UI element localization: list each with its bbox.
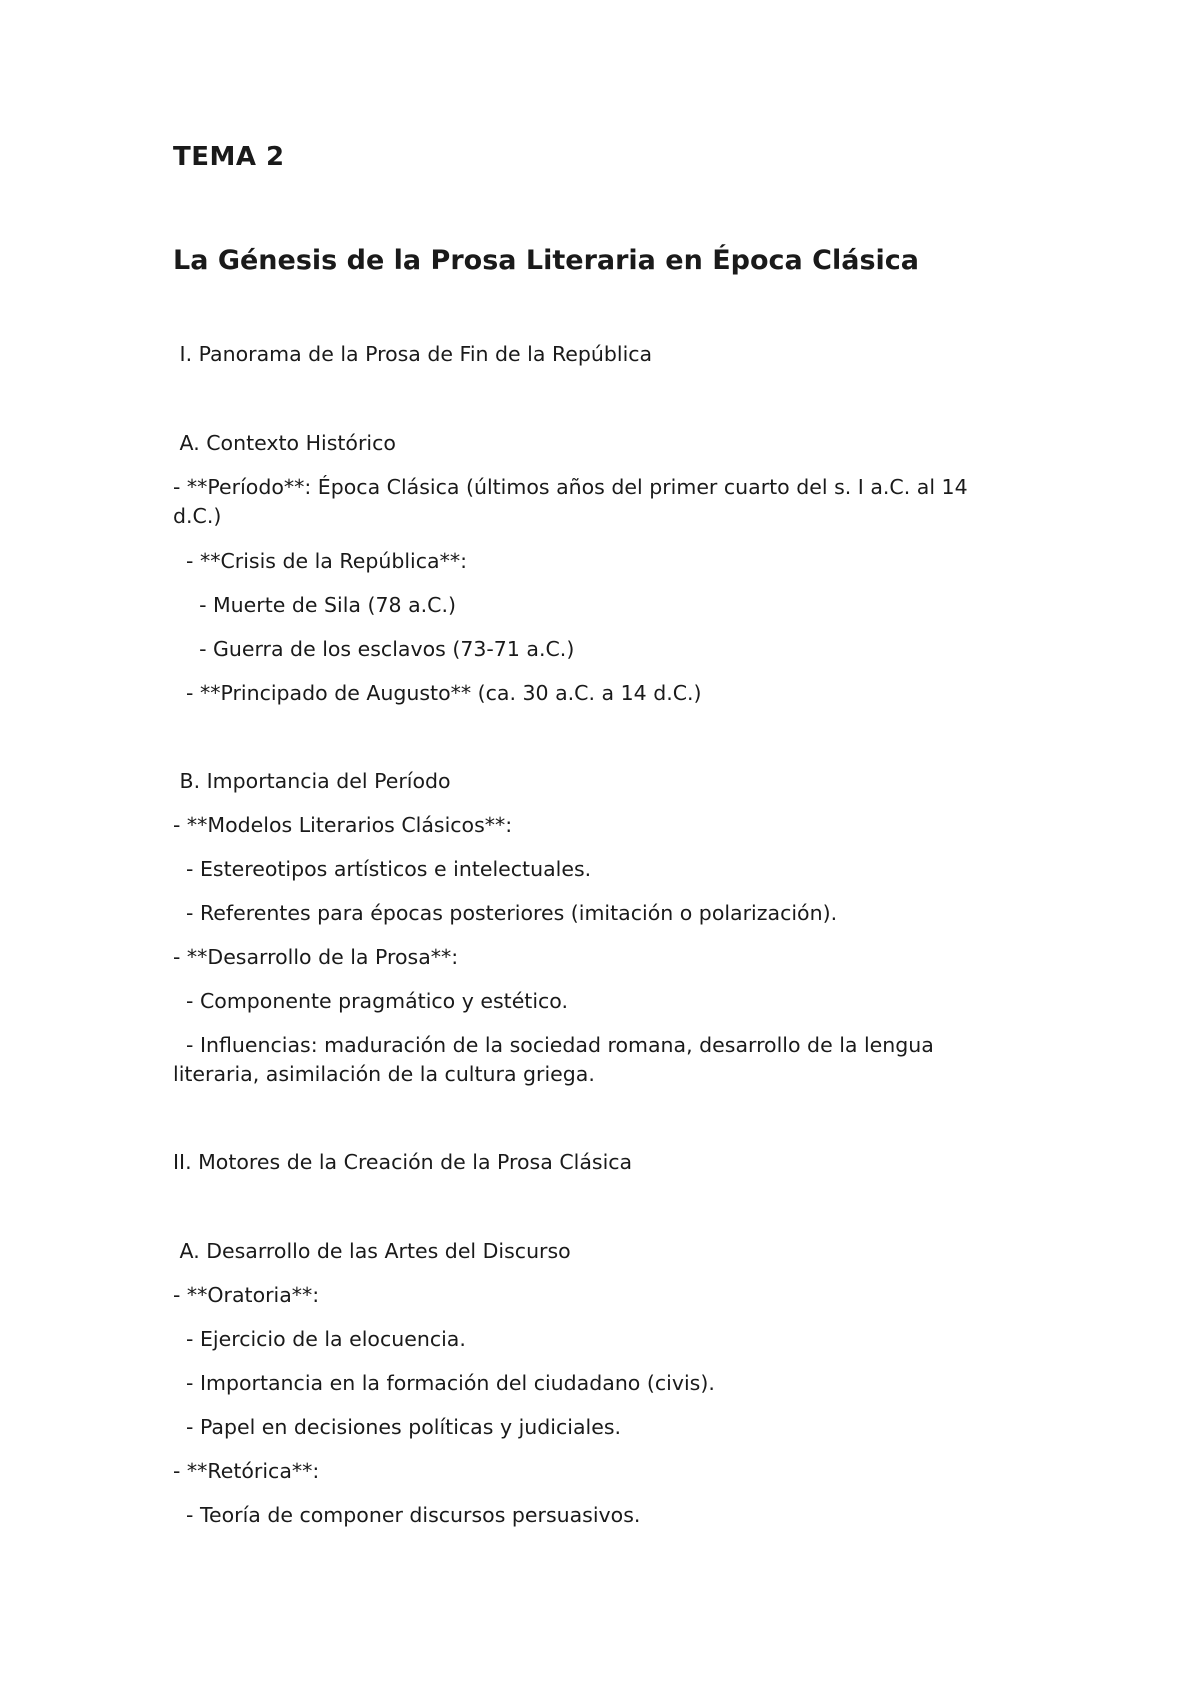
subsection-heading-contexto: A. Contexto Histórico <box>173 431 396 455</box>
list-item: - **Principado de Augusto** (ca. 30 a.C. a 14 d.C.) <box>173 681 702 705</box>
list-item: - Estereotipos artísticos e intelectuales. <box>173 857 592 881</box>
list-item: - Influencias: maduración de la sociedad romana, desarrollo de la lengua literaria, asimilación de la cultura griega. <box>173 1033 941 1086</box>
list-item: - **Modelos Literarios Clásicos**: <box>173 813 513 837</box>
list-item: - Papel en decisiones políticas y judiciales. <box>173 1415 622 1439</box>
subsection-heading-importancia: B. Importancia del Período <box>173 769 451 793</box>
list-item: - Guerra de los esclavos (73-71 a.C.) <box>173 637 575 661</box>
list-item: - Referentes para épocas posteriores (imitación o polarización). <box>173 901 838 925</box>
section-heading-motores: II. Motores de la Creación de la Prosa Clásica <box>173 1150 633 1174</box>
list-item: - **Oratoria**: <box>173 1283 320 1307</box>
section-heading-panorama: I. Panorama de la Prosa de Fin de la República <box>173 342 653 366</box>
list-item: - **Crisis de la República**: <box>173 549 467 573</box>
list-item: - Muerte de Sila (78 a.C.) <box>173 593 457 617</box>
list-item: - Ejercicio de la elocuencia. <box>173 1327 466 1351</box>
list-item: - **Período**: Época Clásica (últimos años del primer cuarto del s. I a.C. al 14 d.C.) <box>173 475 975 528</box>
document-title: La Génesis de la Prosa Literaria en Época Clásica <box>173 245 920 276</box>
list-item: - Teoría de componer discursos persuasivos. <box>173 1503 641 1527</box>
list-item: - Importancia en la formación del ciudadano (civis). <box>173 1371 715 1395</box>
list-item: - **Desarrollo de la Prosa**: <box>173 945 459 969</box>
subsection-heading-desarrollo: A. Desarrollo de las Artes del Discurso <box>173 1239 571 1263</box>
list-item: - Componente pragmático y estético. <box>173 989 569 1013</box>
list-item: - **Retórica**: <box>173 1459 320 1483</box>
tema-heading: TEMA 2 <box>173 142 285 172</box>
